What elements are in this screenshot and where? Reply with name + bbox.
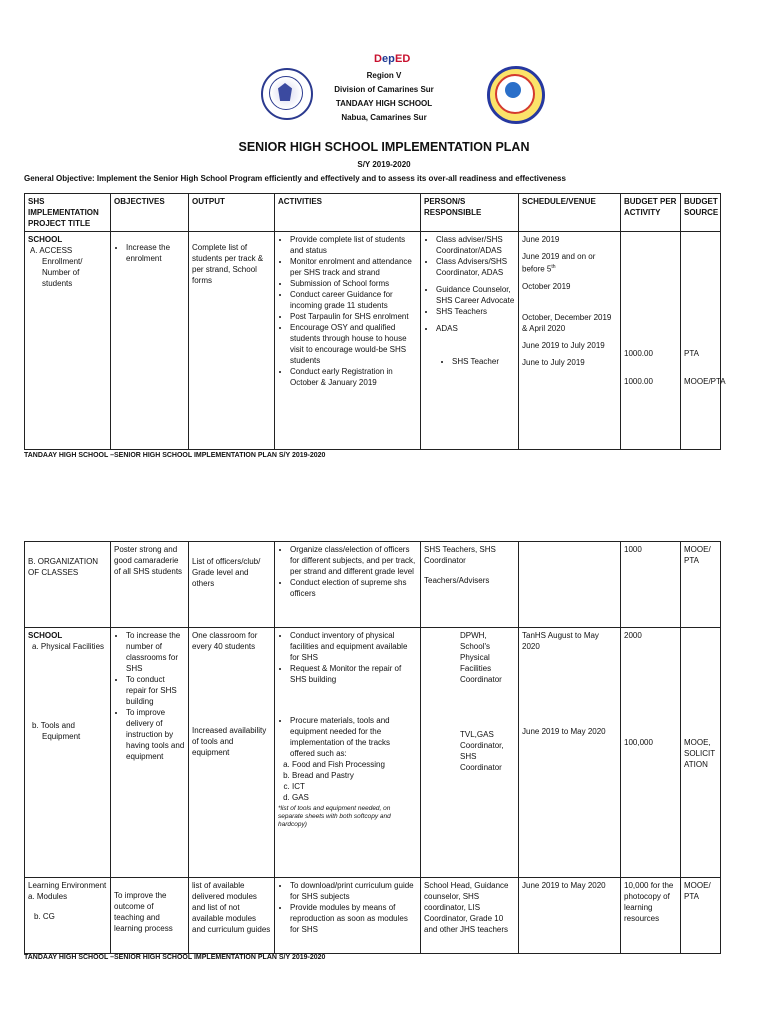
schedule-cell xyxy=(519,232,621,450)
school-year: S/Y 2019-2020 xyxy=(357,160,411,169)
objective-item: • To increase the number of classrooms for SHS xyxy=(126,630,185,674)
region-line: Region V xyxy=(366,71,402,80)
implementation-table-1 xyxy=(24,193,726,450)
implementation-table-2 xyxy=(24,541,721,954)
project-title-cell xyxy=(25,628,111,878)
project-title: Learning Environment xyxy=(28,881,107,890)
schedule-item: October, December 2019 & April 2020 xyxy=(522,312,612,333)
project-title: B. ORGANIZATION OF CLASSES xyxy=(28,557,99,577)
column-header: PERSON/S RESPONSIBLE xyxy=(421,194,519,232)
output-cell xyxy=(189,232,275,450)
activity-item: • Request & Monitor the repair of SHS building xyxy=(290,663,417,685)
table-row xyxy=(25,542,721,628)
objective-item: • To improve delivery of instruction by having tools and equipment xyxy=(126,707,185,762)
svg-text:ep: ep xyxy=(382,53,395,65)
schedule-cell xyxy=(519,542,621,628)
svg-text:ED: ED xyxy=(395,53,411,65)
source-cell xyxy=(681,232,726,450)
responsible-cell xyxy=(421,232,519,450)
budget-cell xyxy=(621,628,681,878)
general-objective: General Objective: Implement the Senior High School Program efficiently and effectively and to assess its over-all readiness and effectiveness xyxy=(24,174,566,183)
track-item: b. Bread and Pastry xyxy=(292,770,417,781)
schedule-item: October 2019 xyxy=(522,281,571,291)
activity-item: • Procure materials, tools and equipment needed for the implementation of the tracks offered such as: xyxy=(290,715,417,759)
responsible-cell: School Head, Guidance counselor, SHS coordinator, LIS Coordinator, Grade 10 and other JHS teachers xyxy=(421,878,519,954)
track-item: c. ICT xyxy=(292,781,417,792)
column-header: ACTIVITIES xyxy=(275,194,421,232)
budget-item: 100,000 xyxy=(624,738,653,747)
page-footer: TANDAAY HIGH SCHOOL –SENIOR HIGH SCHOOL IMPLEMENTATION PLAN S/Y 2019-2020 xyxy=(24,452,326,459)
schedule-item: June 2019 to July 2019 xyxy=(522,340,605,350)
school-line: TANDAAY HIGH SCHOOL xyxy=(335,99,433,108)
activities-cell xyxy=(275,628,421,878)
output-cell xyxy=(189,628,275,878)
budget-cell: 1000 xyxy=(621,542,681,628)
activities-cell xyxy=(275,232,421,450)
column-header: SCHEDULE/VENUE xyxy=(519,194,621,232)
objective-item: To improve the outcome of teaching and learning process xyxy=(114,891,173,933)
table-header-row xyxy=(25,194,721,232)
output-cell xyxy=(189,542,275,628)
schedule-item: TanHS August to May 2020 xyxy=(522,631,599,651)
activity-note: *list of tools and equipment needed, on separate sheets with both softcopy and hardcopy) xyxy=(278,805,391,828)
responsible-cell xyxy=(421,628,519,878)
responsible-item: • Guidance Counselor, SHS Career Advocate xyxy=(436,284,515,306)
source-item: MOOE, SOLICITATION xyxy=(684,738,716,769)
svg-text:D: D xyxy=(374,53,382,65)
responsible-item: • ADAS xyxy=(436,323,515,334)
project-title: A. ACCESS Enrollment/ Number of students xyxy=(30,246,83,288)
objectives-cell xyxy=(111,628,189,878)
project-title: a. Physical Facilities xyxy=(32,642,105,651)
budget-item: 1000.00 xyxy=(624,349,653,358)
responsible-item: • Class Advisers/SHS Coordinator, ADAS xyxy=(436,256,515,278)
activities-cell xyxy=(275,878,421,954)
table-row xyxy=(25,628,721,878)
activity-item: • Monitor enrolment and attendance per SHS track and strand xyxy=(290,256,417,278)
table-row xyxy=(25,232,721,450)
page-title: SENIOR HIGH SCHOOL IMPLEMENTATION PLAN xyxy=(238,140,530,154)
source-item: PTA xyxy=(684,349,699,358)
objective-item: • To conduct repair for SHS building xyxy=(126,674,185,707)
responsible-item: TVL,GAS Coordinator, SHS Coordinator xyxy=(460,730,504,772)
address-line: Nabua, Camarines Sur xyxy=(341,113,427,122)
source-item: MOOE/PTA xyxy=(684,377,726,386)
project-title-cell xyxy=(25,878,111,954)
responsible-item: Teachers/Advisers xyxy=(424,576,490,585)
column-header: OUTPUT xyxy=(189,194,275,232)
responsible-item: • Class adviser/SHS Coordinator/ADAS xyxy=(436,234,515,256)
project-heading: SCHOOL xyxy=(28,235,63,244)
column-header: SHS IMPLEMENTATION PROJECT TITLE xyxy=(25,194,111,232)
schedule-item: June to July 2019 xyxy=(522,357,585,367)
responsible-item: SHS Teachers, SHS Coordinator xyxy=(424,545,496,565)
objectives-cell xyxy=(111,232,189,450)
deped-logo-icon xyxy=(372,50,418,66)
responsible-item: • SHS Teacher xyxy=(452,356,515,367)
activity-item: • Conduct career Guidance for incoming grade 11 students xyxy=(290,289,417,311)
column-header: BUDGET SOURCE xyxy=(681,194,721,232)
activity-item: • Post Tarpaulin for SHS enrolment xyxy=(290,311,417,322)
output-cell: list of available delivered modules and list of not available modules and curriculum guides xyxy=(189,878,275,954)
responsible-cell xyxy=(421,542,519,628)
output-text: Complete list of students per track & per strand, School forms xyxy=(192,243,264,285)
output-text: One classroom for every 40 students xyxy=(192,631,258,651)
page-footer: TANDAAY HIGH SCHOOL –SENIOR HIGH SCHOOL IMPLEMENTATION PLAN S/Y 2019-2020 xyxy=(24,954,326,961)
activity-item: • Organize class/election of officers for different subjects, and per track, per strand and different grade level xyxy=(290,544,417,577)
output-text: Increased availability of tools and equipment xyxy=(192,726,267,757)
activity-item: • Conduct early Registration in October & January 2019 xyxy=(290,366,417,388)
project-title: a. Modules xyxy=(28,892,68,901)
schedule-item: June 2019 to May 2020 xyxy=(522,727,606,736)
column-header: OBJECTIVES xyxy=(111,194,189,232)
budget-item: 1000.00 xyxy=(624,377,653,386)
source-cell: MOOE/ PTA xyxy=(681,878,721,954)
source-cell xyxy=(681,628,721,878)
responsible-item: • SHS Teachers xyxy=(436,306,515,317)
activities-cell xyxy=(275,542,421,628)
activity-item: • Encourage OSY and qualified students through house to house visit to encourage would-be SHS students xyxy=(290,322,417,366)
budget-cell xyxy=(621,232,681,450)
project-title: b. Tools and Equipment xyxy=(32,721,81,741)
activity-item: • Provide complete list of students and status xyxy=(290,234,417,256)
table-row xyxy=(25,878,721,954)
activity-item: • Submission of School forms xyxy=(290,278,417,289)
output-text: List of officers/club/ Grade level and others xyxy=(192,557,261,588)
project-heading: SCHOOL xyxy=(28,631,63,640)
source-cell: MOOE/ PTA xyxy=(681,542,721,628)
project-title-cell xyxy=(25,232,111,450)
project-title: b. CG xyxy=(34,912,55,921)
objectives-cell: Poster strong and good camaraderie of all SHS students xyxy=(111,542,189,628)
division-line: Division of Camarines Sur xyxy=(334,85,434,94)
schedule-cell xyxy=(519,628,621,878)
objective-item: • Increase the enrolment xyxy=(126,242,185,264)
budget-cell: 10,000 for the photocopy of learning resources xyxy=(621,878,681,954)
track-item: d. GAS xyxy=(292,792,417,803)
schedule-cell: June 2019 to May 2020 xyxy=(519,878,621,954)
objectives-cell xyxy=(111,878,189,954)
track-item: a. Food and Fish Processing xyxy=(292,759,417,770)
activity-item: • Conduct inventory of physical facilities and equipment available for SHS xyxy=(290,630,417,663)
schedule-item: June 2019 and on or before 5th xyxy=(522,252,596,274)
budget-item: 2000 xyxy=(624,631,642,640)
schedule-item: June 2019 xyxy=(522,235,560,244)
project-title-cell xyxy=(25,542,111,628)
activity-item: • Conduct election of supreme shs officers xyxy=(290,577,417,599)
column-header: BUDGET PER ACTIVITY xyxy=(621,194,681,232)
activity-item: • To download/print curriculum guide for SHS subjects xyxy=(290,880,417,902)
responsible-item: DPWH, School's Physical Facilities Coordinator xyxy=(460,631,502,684)
activity-item: • Provide modules by means of reproduction as soon as modules for SHS xyxy=(290,902,417,935)
